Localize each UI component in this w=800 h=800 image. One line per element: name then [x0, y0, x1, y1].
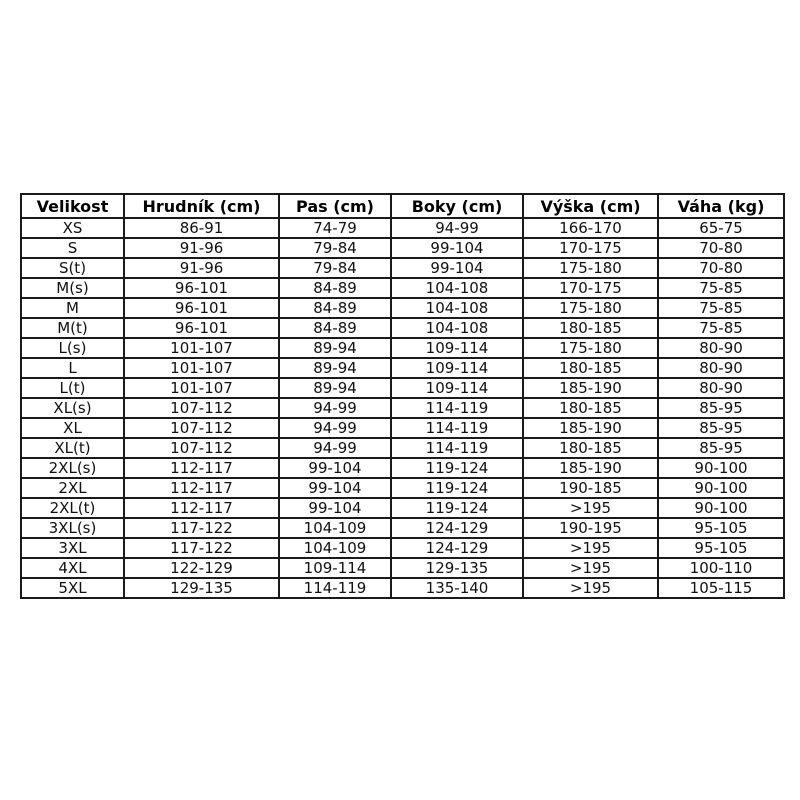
table-cell: 75-85 [658, 298, 784, 318]
table-cell: 185-190 [523, 458, 658, 478]
table-cell: 109-114 [391, 378, 523, 398]
table-cell: 180-185 [523, 438, 658, 458]
table-cell: 104-108 [391, 278, 523, 298]
table-cell: 79-84 [279, 258, 391, 278]
table-cell: 101-107 [124, 378, 279, 398]
table-cell: 124-129 [391, 538, 523, 558]
table-cell: 107-112 [124, 438, 279, 458]
table-row [21, 298, 784, 318]
table-cell: 95-105 [658, 518, 784, 538]
table-cell: >195 [523, 498, 658, 518]
table-cell: 99-104 [391, 238, 523, 258]
table-cell: 190-185 [523, 478, 658, 498]
table-cell: 90-100 [658, 478, 784, 498]
table-cell: 101-107 [124, 338, 279, 358]
table-cell: 91-96 [124, 238, 279, 258]
table-cell: >195 [523, 558, 658, 578]
header-row [21, 194, 784, 218]
table-row [21, 238, 784, 258]
column-header-5: Váha (kg) [658, 194, 784, 218]
table-row [21, 518, 784, 538]
table-row [21, 338, 784, 358]
table-cell: 104-108 [391, 298, 523, 318]
table-row [21, 278, 784, 298]
size-label-cell: XL(s) [21, 398, 124, 418]
table-cell: 190-195 [523, 518, 658, 538]
table-row [21, 458, 784, 478]
table-cell: 80-90 [658, 358, 784, 378]
table-cell: 85-95 [658, 418, 784, 438]
size-label-cell: 2XL [21, 478, 124, 498]
size-label-cell: 3XL [21, 538, 124, 558]
table-cell: 80-90 [658, 378, 784, 398]
table-cell: 65-75 [658, 218, 784, 238]
table-cell: 80-90 [658, 338, 784, 358]
table-row [21, 378, 784, 398]
table-cell: 180-185 [523, 318, 658, 338]
table-row [21, 218, 784, 238]
table-cell: 104-108 [391, 318, 523, 338]
table-cell: 185-190 [523, 418, 658, 438]
table-cell: 99-104 [391, 258, 523, 278]
table-cell: 112-117 [124, 458, 279, 478]
size-label-cell: 3XL(s) [21, 518, 124, 538]
table-cell: >195 [523, 538, 658, 558]
table-cell: 175-180 [523, 298, 658, 318]
size-label-cell: L(s) [21, 338, 124, 358]
table-cell: 119-124 [391, 498, 523, 518]
size-label-cell: M(s) [21, 278, 124, 298]
table-cell: 70-80 [658, 258, 784, 278]
table-cell: 100-110 [658, 558, 784, 578]
size-label-cell: XL(t) [21, 438, 124, 458]
table-cell: 99-104 [279, 458, 391, 478]
table-row [21, 438, 784, 458]
table-cell: 109-114 [391, 358, 523, 378]
table-cell: 101-107 [124, 358, 279, 378]
size-label-cell: S [21, 238, 124, 258]
table-cell: 84-89 [279, 298, 391, 318]
table-cell: >195 [523, 578, 658, 598]
size-label-cell: 2XL(s) [21, 458, 124, 478]
table-cell: 94-99 [279, 438, 391, 458]
table-row [21, 318, 784, 338]
table-cell: 94-99 [279, 418, 391, 438]
table-cell: 91-96 [124, 258, 279, 278]
table-cell: 180-185 [523, 398, 658, 418]
table-cell: 107-112 [124, 418, 279, 438]
table-cell: 89-94 [279, 338, 391, 358]
table-body [21, 218, 784, 598]
table-cell: 117-122 [124, 538, 279, 558]
table-cell: 99-104 [279, 478, 391, 498]
table-cell: 109-114 [391, 338, 523, 358]
table-cell: 107-112 [124, 398, 279, 418]
table-cell: 75-85 [658, 318, 784, 338]
table-cell: 89-94 [279, 378, 391, 398]
table-cell: 99-104 [279, 498, 391, 518]
size-label-cell: 5XL [21, 578, 124, 598]
size-label-cell: L(t) [21, 378, 124, 398]
column-header-3: Boky (cm) [391, 194, 523, 218]
table-cell: 90-100 [658, 498, 784, 518]
column-header-2: Pas (cm) [279, 194, 391, 218]
table-cell: 85-95 [658, 398, 784, 418]
table-row [21, 558, 784, 578]
size-label-cell: XL [21, 418, 124, 438]
table-header [21, 194, 784, 218]
table-cell: 94-99 [391, 218, 523, 238]
table-cell: 170-175 [523, 278, 658, 298]
table-cell: 75-85 [658, 278, 784, 298]
table-cell: 166-170 [523, 218, 658, 238]
table-cell: 74-79 [279, 218, 391, 238]
table-cell: 95-105 [658, 538, 784, 558]
table-cell: 85-95 [658, 438, 784, 458]
table-cell: 114-119 [279, 578, 391, 598]
table-cell: 84-89 [279, 318, 391, 338]
table-cell: 129-135 [124, 578, 279, 598]
size-chart-table [20, 193, 785, 599]
table-row [21, 418, 784, 438]
column-header-4: Výška (cm) [523, 194, 658, 218]
table-cell: 175-180 [523, 338, 658, 358]
table-cell: 109-114 [279, 558, 391, 578]
table-row [21, 478, 784, 498]
table-cell: 114-119 [391, 438, 523, 458]
table-cell: 104-109 [279, 538, 391, 558]
table-row [21, 398, 784, 418]
table-cell: 114-119 [391, 418, 523, 438]
table-cell: 124-129 [391, 518, 523, 538]
table-cell: 89-94 [279, 358, 391, 378]
table-cell: 70-80 [658, 238, 784, 258]
table-row [21, 578, 784, 598]
table-row [21, 358, 784, 378]
size-label-cell: M(t) [21, 318, 124, 338]
column-header-1: Hrudník (cm) [124, 194, 279, 218]
table-cell: 114-119 [391, 398, 523, 418]
table-cell: 170-175 [523, 238, 658, 258]
table-cell: 84-89 [279, 278, 391, 298]
table-cell: 175-180 [523, 258, 658, 278]
table-cell: 112-117 [124, 498, 279, 518]
table-cell: 90-100 [658, 458, 784, 478]
column-header-0: Velikost [21, 194, 124, 218]
size-label-cell: 2XL(t) [21, 498, 124, 518]
size-label-cell: 4XL [21, 558, 124, 578]
table-row [21, 258, 784, 278]
table-cell: 122-129 [124, 558, 279, 578]
size-label-cell: M [21, 298, 124, 318]
table-cell: 105-115 [658, 578, 784, 598]
table-cell: 119-124 [391, 458, 523, 478]
table-row [21, 538, 784, 558]
size-label-cell: XS [21, 218, 124, 238]
table-cell: 180-185 [523, 358, 658, 378]
table-cell: 94-99 [279, 398, 391, 418]
table-cell: 119-124 [391, 478, 523, 498]
size-label-cell: L [21, 358, 124, 378]
table-cell: 79-84 [279, 238, 391, 258]
table-cell: 104-109 [279, 518, 391, 538]
table-cell: 96-101 [124, 278, 279, 298]
table-cell: 135-140 [391, 578, 523, 598]
table-row [21, 498, 784, 518]
table-cell: 129-135 [391, 558, 523, 578]
size-label-cell: S(t) [21, 258, 124, 278]
table-cell: 96-101 [124, 318, 279, 338]
table-cell: 86-91 [124, 218, 279, 238]
table-cell: 185-190 [523, 378, 658, 398]
table-cell: 112-117 [124, 478, 279, 498]
table-cell: 96-101 [124, 298, 279, 318]
table-cell: 117-122 [124, 518, 279, 538]
